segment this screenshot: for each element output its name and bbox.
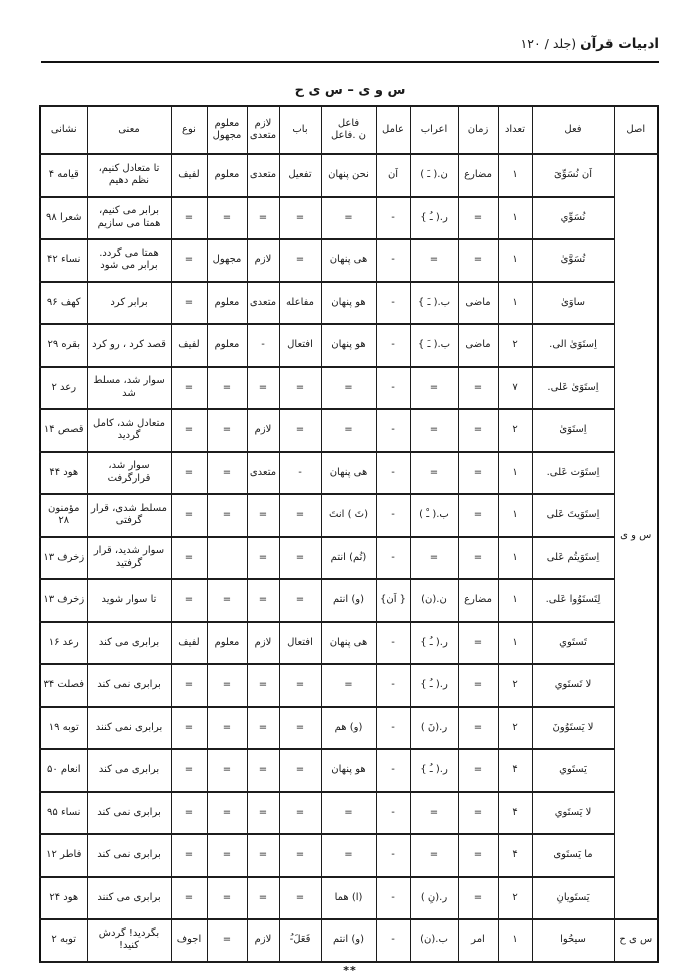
cell-amel: - [376,409,410,452]
cell-erab: ب.( ـَ } [410,282,458,325]
header-amel: عامل [376,106,410,154]
cell-neshani: توبه ۱۹ [40,707,87,750]
cell-mani: تا سوار شوید [87,579,171,622]
table-row [40,282,658,325]
cell-amel: - [376,749,410,792]
cell-bab: = [279,239,321,282]
cell-nou: = [171,707,207,750]
table-row [40,792,658,835]
cell-amel: - [376,537,410,580]
cell-amel: - [376,792,410,835]
cell-bab: = [279,877,321,920]
cell-nou: = [171,494,207,537]
cell-erab: = [410,409,458,452]
cell-fel: یَستَویانِ [532,877,614,920]
cell-fael: هی پنهان [321,452,376,495]
table-title: س و ی – س ی ح [294,83,406,99]
volume-suffix: (جلد [552,36,581,51]
table-row [40,409,658,452]
cell-zaman: = [458,664,498,707]
cell-neshani: بقره ۲۹ [40,324,87,367]
cell-bab: = [279,409,321,452]
cell-tedad: ۴ [498,792,532,835]
header-tedad: تعداد [498,106,532,154]
cell-mani: برابری نمی کند [87,834,171,877]
cell-neshani: هود ۴۴ [40,452,87,495]
cell-zaman: ماضی [458,324,498,367]
cell-fael: (تُم) انتم [321,537,376,580]
cell-fel: اِستَوَت عَلی. [532,452,614,495]
cell-fel: یَستَوي [532,749,614,792]
cell-neshani: مؤمنون ۲۸ [40,494,87,537]
cell-fael: (و) انتم [321,579,376,622]
cell-mani: متعادل شد، کامل گردید [87,409,171,452]
cell-mani: برابر می کنیم، همتا می سازیم [87,197,171,240]
cell-malum: = [207,834,247,877]
cell-lazem: = [247,579,279,622]
table-row [40,154,658,197]
cell-bab: = [279,664,321,707]
cell-zaman: مضارع [458,154,498,197]
cell-neshani: هود ۲۴ [40,877,87,920]
cell-fel: ساوَیٰ [532,282,614,325]
cell-mani: برابری نمی کند [87,792,171,835]
header-malum-line1: معلوم [214,117,240,129]
header-lazem-line1: لازم [254,117,272,129]
cell-amel: - [376,197,410,240]
header-erab: اعراب [410,106,458,154]
cell-malum: = [207,664,247,707]
cell-amel: اَن [376,154,410,197]
table-row [40,239,658,282]
cell-malum: = [207,707,247,750]
cell-neshani: شعرا ۹۸ [40,197,87,240]
header-asl: اصل [614,106,658,154]
cell-mani: برابری می کند [87,622,171,665]
cell-fael: = [321,834,376,877]
cell-tedad: ۱ [498,919,532,962]
table-row [40,324,658,367]
cell-lazem: = [247,707,279,750]
cell-neshani: توبه ۲ [40,919,87,962]
cell-nou: لفیف [171,324,207,367]
cell-tedad: ۲ [498,324,532,367]
cell-nou: = [171,282,207,325]
cell-mani: برابری می کند [87,749,171,792]
running-header [41,36,659,52]
cell-fael: = [321,197,376,240]
cell-lazem: = [247,664,279,707]
header-fael-line1: فاعل [337,117,360,129]
cell-fel: تُسَوَّیٰ [532,239,614,282]
cell-neshani: فاطر ۱۲ [40,834,87,877]
cell-fael: (تَ ) انتَ [321,494,376,537]
header-fael-line2: ن .فاعل [330,130,367,142]
cell-malum: معلوم [207,282,247,325]
cell-tedad: ۱ [498,239,532,282]
cell-nou: اجوف [171,919,207,962]
cell-neshani: رعد ۲ [40,367,87,410]
cell-tedad: ۲ [498,877,532,920]
cell-tedad: ۴ [498,834,532,877]
table-row [40,452,658,495]
cell-malum: = [207,197,247,240]
cell-lazem: = [247,792,279,835]
cell-nou: = [171,579,207,622]
cell-erab: ر.( ـُ } [410,664,458,707]
cell-bab: = [279,494,321,537]
cell-zaman: = [458,792,498,835]
cell-erab: ن.(ن) [410,579,458,622]
cell-fael: هو پنهان [321,282,376,325]
cell-zaman: = [458,367,498,410]
cell-erab: ر.( ـُ } [410,197,458,240]
cell-tedad: ۱ [498,622,532,665]
cell-nou: لفیف [171,154,207,197]
cell-malum: = [207,452,247,495]
cell-malum: معلوم [207,622,247,665]
cell-lazem: متعدی [247,282,279,325]
cell-nou: = [171,537,207,580]
cell-lazem: لازم [247,239,279,282]
cell-erab: = [410,239,458,282]
table-row [40,622,658,665]
header-bab: باب [279,106,321,154]
conjugation-table [39,105,659,963]
cell-erab: ب.( ـْ ) [410,494,458,537]
cell-malum: = [207,877,247,920]
cell-bab: = [279,579,321,622]
cell-fel: لِتَستَوُوا عَلی. [532,579,614,622]
cell-mani: قصد کرد ، رو کرد [87,324,171,367]
cell-malum: = [207,919,247,962]
cell-neshani: کهف ۹۶ [40,282,87,325]
cell-malum: = [207,579,247,622]
cell-amel: - [376,919,410,962]
cell-erab: = [410,834,458,877]
table-row [40,877,658,920]
cell-neshani: نساء ۹۵ [40,792,87,835]
cell-lazem: = [247,749,279,792]
header-row [40,106,658,154]
cell-amel: - [376,239,410,282]
footnote-stars: ** [343,963,357,977]
cell-fael: = [321,409,376,452]
cell-nou: = [171,367,207,410]
cell-fael: = [321,367,376,410]
page-number: ۱۲۰ / [520,36,553,51]
cell-bab: = [279,537,321,580]
cell-malum: معلوم [207,154,247,197]
cell-fael: هی پنهان [321,239,376,282]
cell-fel: لا یَستَوُونَ [532,707,614,750]
cell-mani: برابری نمی کنند [87,707,171,750]
cell-amel: - [376,282,410,325]
cell-lazem: = [247,197,279,240]
cell-malum: = [207,367,247,410]
cell-erab: = [410,537,458,580]
cell-erab: = [410,367,458,410]
cell-fel: لا یَستَوي [532,792,614,835]
cell-amel: { اَن} [376,579,410,622]
header-neshani: نشانی [40,106,87,154]
cell-lazem: لازم [247,622,279,665]
cell-tedad: ۱ [498,282,532,325]
cell-tedad: ۱ [498,197,532,240]
cell-malum: = [207,494,247,537]
cell-lazem: متعدی [247,154,279,197]
cell-fel: نُسَوِّي [532,197,614,240]
table-row [40,707,658,750]
table-row [40,494,658,537]
cell-zaman: ماضی [458,282,498,325]
cell-malum: مجهول [207,239,247,282]
cell-bab: = [279,834,321,877]
cell-zaman: = [458,494,498,537]
header-lazem [247,106,279,154]
cell-lazem: متعدی [247,452,279,495]
table-row [40,749,658,792]
cell-neshani: فصلت ۳۴ [40,664,87,707]
header-nou: نوع [171,106,207,154]
root-cell: س و ی [614,154,658,919]
cell-neshani: زخرف ۱۳ [40,579,87,622]
cell-tedad: ۲ [498,409,532,452]
cell-nou: لفیف [171,622,207,665]
cell-tedad: ۱ [498,537,532,580]
cell-amel: - [376,877,410,920]
cell-lazem: = [247,877,279,920]
cell-fel: اِستَوَیتُم عَلی [532,537,614,580]
cell-mani: بگردید! گردش کنید! [87,919,171,962]
cell-neshani: انعام ۵۰ [40,749,87,792]
table-row [40,919,658,962]
header-malum [207,106,247,154]
cell-zaman: = [458,707,498,750]
cell-nou: = [171,452,207,495]
cell-mani: سوار شد، قرارگرفت [87,452,171,495]
cell-zaman: = [458,239,498,282]
cell-fel: تَستَوي [532,622,614,665]
header-fel: فعل [532,106,614,154]
cell-zaman: مضارع [458,579,498,622]
cell-erab: = [410,792,458,835]
cell-nou: = [171,749,207,792]
cell-fel: اَن نُسَوِّیَ [532,154,614,197]
cell-amel: - [376,367,410,410]
cell-neshani: قصص ۱۴ [40,409,87,452]
cell-fael: = [321,792,376,835]
header-malum-line2: مجهول [212,130,242,142]
table-row [40,664,658,707]
cell-bab: = [279,197,321,240]
cell-zaman: = [458,749,498,792]
cell-tedad: ۱ [498,154,532,197]
cell-amel: - [376,664,410,707]
cell-bab: تفعیل [279,154,321,197]
cell-bab: = [279,367,321,410]
cell-erab: ر.( ـُ } [410,622,458,665]
table-row [40,197,658,240]
cell-tedad: ۱ [498,579,532,622]
cell-lazem: = [247,494,279,537]
cell-mani: برابری می کنند [87,877,171,920]
cell-mani: برابر کرد [87,282,171,325]
table-body [40,154,658,962]
cell-fael: هو پنهان [321,749,376,792]
cell-fel: اِستَوَیٰ الی. [532,324,614,367]
cell-nou: = [171,197,207,240]
cell-malum: = [207,792,247,835]
header-lazem-line2: متعدی [249,130,277,142]
cell-mani: همتا می گردد. برابر می شود [87,239,171,282]
cell-fael: (و) هم [321,707,376,750]
cell-bab: = [279,707,321,750]
cell-fael: (و) انتم [321,919,376,962]
cell-lazem: لازم [247,409,279,452]
cell-amel: - [376,494,410,537]
cell-tedad: ۲ [498,707,532,750]
cell-fael: هو پنهان [321,324,376,367]
cell-mani: سوار شدید، قرار گرفتید [87,537,171,580]
cell-fel: لا تَستَوي [532,664,614,707]
cell-zaman: = [458,622,498,665]
cell-lazem: = [247,834,279,877]
cell-malum [207,537,247,580]
cell-bab: = [279,792,321,835]
cell-malum: = [207,749,247,792]
cell-nou: = [171,792,207,835]
cell-erab: ر.(نَ ) [410,707,458,750]
table-row [40,579,658,622]
header-zaman: زمان [458,106,498,154]
cell-erab: ب.( ـَ } [410,324,458,367]
cell-bab: فَعَلَ-ُ [279,919,321,962]
cell-erab: ر.(نِ ) [410,877,458,920]
cell-zaman: = [458,452,498,495]
cell-malum: = [207,409,247,452]
cell-amel: - [376,622,410,665]
cell-amel: - [376,707,410,750]
table-header [40,106,658,154]
cell-zaman: = [458,877,498,920]
cell-fel: ما یَستَوی [532,834,614,877]
cell-zaman: = [458,409,498,452]
cell-fael: (ا) هما [321,877,376,920]
cell-nou: = [171,409,207,452]
cell-amel: - [376,834,410,877]
cell-lazem: = [247,367,279,410]
cell-zaman: امر [458,919,498,962]
cell-nou: = [171,239,207,282]
cell-lazem: = [247,537,279,580]
table-row [40,367,658,410]
book-title: ادبیات قرآن [580,36,659,52]
cell-zaman: = [458,834,498,877]
cell-mani: سوار شد، مسلط شد [87,367,171,410]
cell-bab: - [279,452,321,495]
cell-tedad: ۴ [498,749,532,792]
cell-fel: اِستَوَیٰ [532,409,614,452]
cell-neshani: قیامه ۴ [40,154,87,197]
cell-neshani: رعد ۱۶ [40,622,87,665]
cell-fael: نحن پنهان [321,154,376,197]
cell-nou: = [171,834,207,877]
cell-zaman: = [458,197,498,240]
cell-neshani: نساء ۴۲ [40,239,87,282]
root-cell: س ی ح [614,919,658,962]
cell-fael: = [321,664,376,707]
cell-amel: - [376,324,410,367]
cell-mani: برابری نمی کند [87,664,171,707]
cell-bab: افتعال [279,324,321,367]
cell-fael: هی پنهان [321,622,376,665]
header-mani: معنی [87,106,171,154]
cell-mani: مسلط شدی، قرار گرفتی [87,494,171,537]
cell-mani: تا متعادل کنیم، نظم دهیم [87,154,171,197]
cell-nou: = [171,664,207,707]
cell-bab: مفاعله [279,282,321,325]
cell-erab: ر.( ـُ } [410,749,458,792]
header-fael [321,106,376,154]
table-row [40,537,658,580]
cell-malum: معلوم [207,324,247,367]
cell-tedad: ۲ [498,664,532,707]
cell-neshani: زخرف ۱۳ [40,537,87,580]
cell-fel: سیحُوا [532,919,614,962]
cell-tedad: ۷ [498,367,532,410]
table-row [40,834,658,877]
cell-zaman: = [458,537,498,580]
cell-bab: = [279,749,321,792]
cell-fel: اِستَوَیٰ عَلی. [532,367,614,410]
cell-tedad: ۱ [498,452,532,495]
cell-fel: اِستَوَیتَ عَلی [532,494,614,537]
cell-amel: - [376,452,410,495]
cell-lazem: - [247,324,279,367]
cell-nou: = [171,877,207,920]
header-rule [41,61,659,63]
cell-erab: ن.( ـَ ) [410,154,458,197]
cell-erab: = [410,452,458,495]
cell-tedad: ۱ [498,494,532,537]
cell-bab: افتعال [279,622,321,665]
cell-lazem: لازم [247,919,279,962]
cell-erab: ب.(ن) [410,919,458,962]
